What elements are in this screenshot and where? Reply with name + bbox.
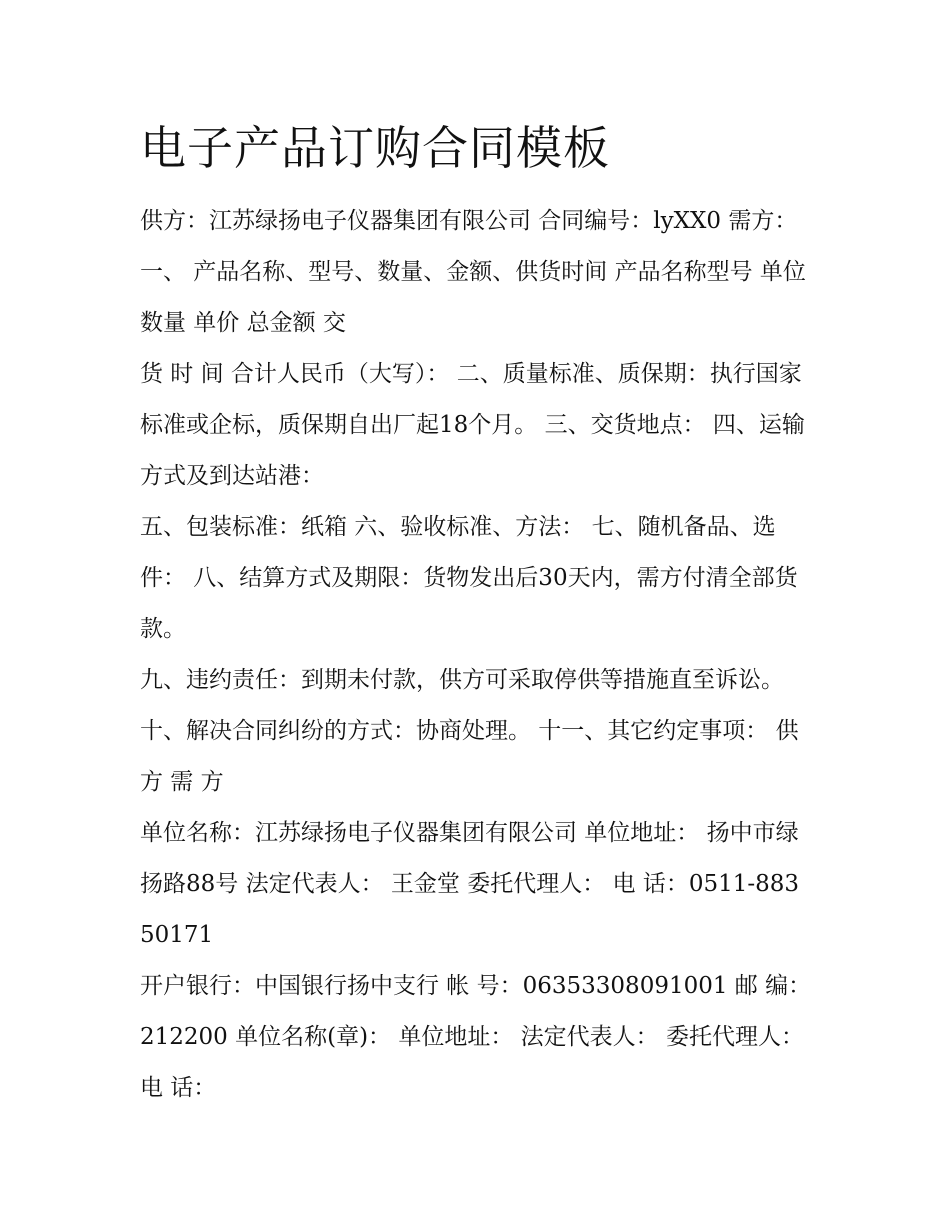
paragraph-quality-delivery: 货 时 间 合计人民币（大写）： 二、质量标准、质保期：执行国家标准或企标，质保期自出厂起18个月。 三、交货地点： 四、运输方式及到达站港：	[140, 361, 805, 489]
paragraph-liability-disputes: 九、违约责任：到期未付款，供方可采取停供等措施直至诉讼。 十、解决合同纠纷的方式：协商处理。 十一、其它约定事项： 供 方 需 方	[140, 667, 799, 795]
document-page	[140, 118, 812, 1114]
document-title: 电子产品订购合同模板	[140, 121, 610, 175]
paragraph-supplier-info: 单位名称：江苏绿扬电子仪器集团有限公司 单位地址： 扬中市绿扬路88号 法定代表人： 王金堂 委托代理人： 电 话：0511-88350171	[140, 820, 800, 948]
paragraph-bank-buyer-info: 开户银行：中国银行扬中支行 帐 号：06353308091001 邮 编：212200 单位名称(章)： 单位地址： 法定代表人： 委托代理人： 电 话：	[140, 973, 812, 1101]
paragraph-supplier-product: 供方：江苏绿扬电子仪器集团有限公司 合同编号：lyXX0 需方： 一、 产品名称、型号、数量、金额、供货时间 产品名称型号 单位 数量 单价 总金额 交	[140, 208, 806, 336]
paragraph-packaging-payment: 五、包装标准：纸箱 六、验收标准、方法： 七、随机备品、选件： 八、结算方式及期限：货物发出后30天内，需方付清全部货款。	[140, 514, 798, 642]
